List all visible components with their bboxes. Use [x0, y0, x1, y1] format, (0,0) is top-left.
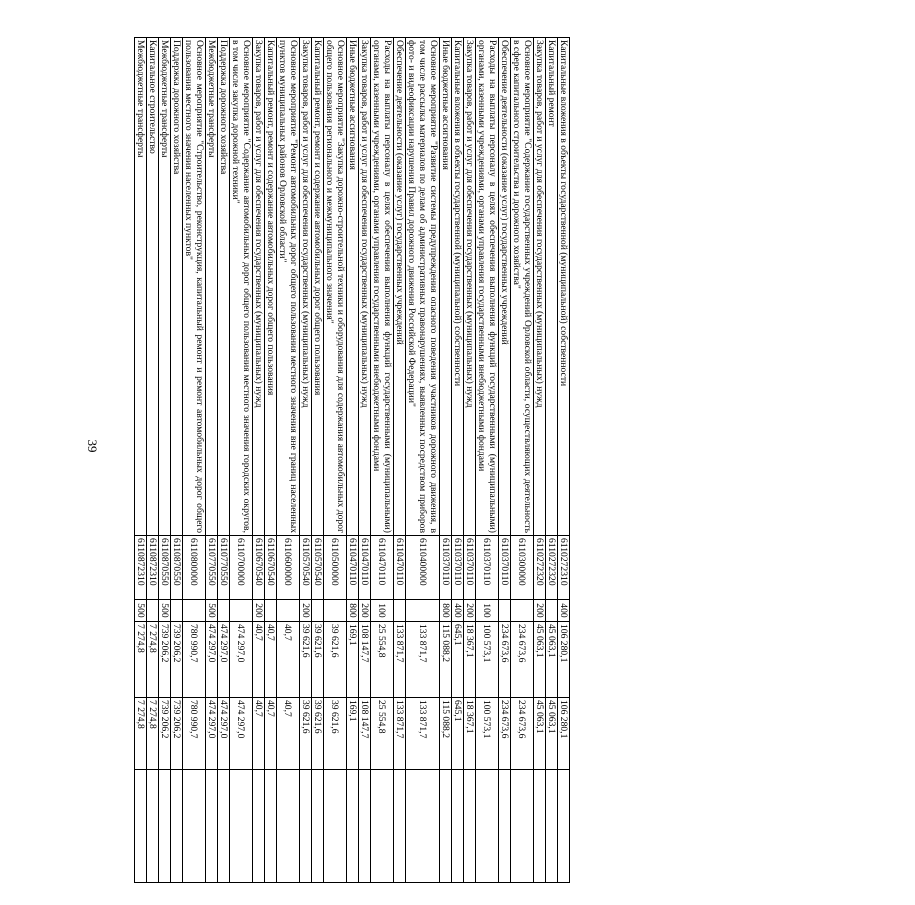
row-sum-cell: 108 147,7 — [359, 622, 371, 698]
row-sum-cell-2: 234 673,6 — [511, 698, 534, 770]
row-code-cell: 6110272320 — [546, 536, 558, 600]
row-expense-type-cell — [147, 600, 159, 622]
row-name-cell: Межбюджетные трансферты — [135, 38, 147, 536]
table-row — [406, 38, 440, 883]
row-name-cell: Капитальные вложения в объекты государственной (муниципальной) собственности — [452, 38, 464, 536]
row-sum-cell: 40,7 — [277, 622, 300, 698]
table-row — [464, 38, 476, 883]
row-code-cell: 6110670540 — [253, 536, 265, 600]
row-name-cell: Межбюджетные трансферты — [159, 38, 171, 536]
row-sum-cell: 169,1 — [347, 622, 359, 698]
row-expense-type-cell — [511, 600, 534, 622]
row-empty-cell — [394, 770, 406, 883]
table-row — [277, 38, 300, 883]
row-name-cell: Расходы на выплаты персоналу в целях обеспечения выполнения функций государственными (муниципальными) органами, казенными учреждениями, органами управления государственными внебюджетными фондами — [476, 38, 499, 536]
table-row — [218, 38, 230, 883]
row-code-cell: 6110272320 — [534, 536, 546, 600]
row-expense-type-cell: 800 — [440, 600, 452, 622]
row-empty-cell — [277, 770, 300, 883]
row-empty-cell — [406, 770, 440, 883]
table-row — [499, 38, 511, 883]
row-expense-type-cell: 200 — [534, 600, 546, 622]
row-sum-cell-2: 645,1 — [452, 698, 464, 770]
row-sum-cell: 645,1 — [452, 622, 464, 698]
row-expense-type-cell: 100 — [371, 600, 394, 622]
row-sum-cell-2: 7 274,8 — [147, 698, 159, 770]
row-code-cell: 6110570540 — [312, 536, 324, 600]
row-sum-cell: 739 206,2 — [159, 622, 171, 698]
row-sum-cell: 7 274,8 — [147, 622, 159, 698]
row-name-cell: Расходы на выплаты персоналу в целях обеспечения выполнения функций государственными (муниципальными) органами, казенными учреждениями, органами управления государственными внебюджетными фондами — [371, 38, 394, 536]
row-name-cell: Капитальный ремонт — [546, 38, 558, 536]
row-code-cell: 6110300000 — [511, 536, 534, 600]
row-code-cell: 6110600000 — [277, 536, 300, 600]
row-name-cell: Закупка товаров, работ и услуг для обеспечения государственных (муниципальных) нужд — [359, 38, 371, 536]
table-row — [206, 38, 218, 883]
row-sum-cell-2: 474 297,0 — [206, 698, 218, 770]
row-sum-cell: 133 871,7 — [394, 622, 406, 698]
row-expense-type-cell: 500 — [206, 600, 218, 622]
row-code-cell: 6110272310 — [558, 536, 570, 600]
row-expense-type-cell — [324, 600, 347, 622]
row-expense-type-cell — [277, 600, 300, 622]
table-row — [324, 38, 347, 883]
row-sum-cell: 115 088,2 — [440, 622, 452, 698]
row-code-cell: 6110770550 — [218, 536, 230, 600]
row-sum-cell-2: 474 297,0 — [230, 698, 253, 770]
row-code-cell: 6110370110 — [499, 536, 511, 600]
row-sum-cell: 40,7 — [265, 622, 277, 698]
row-name-cell: Закупка товаров, работ и услуг для обеспечения государственных (муниципальных) нужд — [300, 38, 312, 536]
table-row — [300, 38, 312, 883]
row-sum-cell-2: 133 871,7 — [406, 698, 440, 770]
row-code-cell: 6110470110 — [359, 536, 371, 600]
row-empty-cell — [476, 770, 499, 883]
row-expense-type-cell: 200 — [359, 600, 371, 622]
table-row — [171, 38, 183, 883]
row-sum-cell-2: 739 206,2 — [159, 698, 171, 770]
row-name-cell: Основное мероприятие "Строительство, реконструкция, капитальный ремонт и ремонт автомобильных дорог общего пользования местного значения населенных пунктов" — [183, 38, 206, 536]
row-name-cell: Иные бюджетные ассигнования — [347, 38, 359, 536]
row-empty-cell — [312, 770, 324, 883]
table-row — [159, 38, 171, 883]
row-name-cell: Межбюджетные трансферты — [206, 38, 218, 536]
row-sum-cell-2: 106 280,1 — [558, 698, 570, 770]
table-row — [371, 38, 394, 883]
budget-table-area — [70, 37, 915, 739]
row-sum-cell-2: 169,1 — [347, 698, 359, 770]
row-sum-cell-2: 234 673,6 — [499, 698, 511, 770]
row-empty-cell — [171, 770, 183, 883]
row-sum-cell: 234 673,6 — [511, 622, 534, 698]
row-sum-cell-2: 133 871,7 — [394, 698, 406, 770]
row-expense-type-cell: 100 — [476, 600, 499, 622]
row-expense-type-cell: 800 — [347, 600, 359, 622]
row-sum-cell-2: 40,7 — [277, 698, 300, 770]
row-expense-type-cell — [499, 600, 511, 622]
row-sum-cell-2: 45 063,1 — [546, 698, 558, 770]
row-sum-cell: 18 367,1 — [464, 622, 476, 698]
row-expense-type-cell — [265, 600, 277, 622]
row-empty-cell — [347, 770, 359, 883]
row-empty-cell — [265, 770, 277, 883]
row-code-cell: 6110470110 — [347, 536, 359, 600]
row-code-cell: 6110872310 — [147, 536, 159, 600]
row-empty-cell — [534, 770, 546, 883]
row-code-cell: 6110670540 — [265, 536, 277, 600]
row-code-cell: 6110470110 — [371, 536, 394, 600]
row-code-cell: 6110800000 — [183, 536, 206, 600]
row-sum-cell: 234 673,6 — [499, 622, 511, 698]
row-expense-type-cell — [312, 600, 324, 622]
row-sum-cell-2: 7 274,8 — [135, 698, 147, 770]
row-sum-cell: 39 621,6 — [312, 622, 324, 698]
budget-table — [134, 37, 570, 883]
row-sum-cell: 133 871,7 — [406, 622, 440, 698]
row-name-cell: Иные бюджетные ассигнования — [440, 38, 452, 536]
row-sum-cell-2: 39 621,6 — [312, 698, 324, 770]
row-name-cell: Закупка товаров, работ и услуг для обеспечения государственных (муниципальных) нужд — [534, 38, 546, 536]
row-code-cell: 6110570540 — [300, 536, 312, 600]
row-name-cell: Основное мероприятие "Содержание государственных учреждений Орловской области, осуществляющих деятельность в сфере капитального строительства и дорожного хозяйства" — [511, 38, 534, 536]
row-sum-cell-2: 108 147,7 — [359, 698, 371, 770]
row-empty-cell — [452, 770, 464, 883]
row-code-cell: 6110770550 — [206, 536, 218, 600]
row-expense-type-cell: 200 — [300, 600, 312, 622]
row-name-cell: Капитальный ремонт, ремонт и содержание автомобильных дорог общего пользования — [265, 38, 277, 536]
row-empty-cell — [324, 770, 347, 883]
row-empty-cell — [135, 770, 147, 883]
row-empty-cell — [511, 770, 534, 883]
table-row — [534, 38, 546, 883]
table-row — [253, 38, 265, 883]
row-empty-cell — [230, 770, 253, 883]
row-expense-type-cell — [546, 600, 558, 622]
row-expense-type-cell: 400 — [452, 600, 464, 622]
row-sum-cell: 45 063,1 — [534, 622, 546, 698]
row-sum-cell-2: 45 063,1 — [534, 698, 546, 770]
row-expense-type-cell: 500 — [135, 600, 147, 622]
row-code-cell: 6110370110 — [464, 536, 476, 600]
row-empty-cell — [359, 770, 371, 883]
row-sum-cell: 739 206,2 — [171, 622, 183, 698]
table-row — [452, 38, 464, 883]
table-row — [511, 38, 534, 883]
row-expense-type-cell — [406, 600, 440, 622]
table-row — [230, 38, 253, 883]
row-sum-cell: 106 280,1 — [558, 622, 570, 698]
row-sum-cell: 474 297,0 — [218, 622, 230, 698]
row-code-cell: 6110370110 — [452, 536, 464, 600]
row-code-cell: 6110500000 — [324, 536, 347, 600]
row-sum-cell-2: 780 990,7 — [183, 698, 206, 770]
row-sum-cell: 474 297,0 — [230, 622, 253, 698]
rotated-page-content — [70, 37, 570, 882]
row-expense-type-cell — [171, 600, 183, 622]
row-sum-cell: 39 621,6 — [300, 622, 312, 698]
table-row — [394, 38, 406, 883]
row-sum-cell-2: 25 554,8 — [371, 698, 394, 770]
row-code-cell: 6110470110 — [394, 536, 406, 600]
row-code-cell: 6110400000 — [406, 536, 440, 600]
row-name-cell: Капитальный ремонт, ремонт и содержание автомобильных дорог общего пользования — [312, 38, 324, 536]
row-empty-cell — [558, 770, 570, 883]
row-expense-type-cell — [230, 600, 253, 622]
row-name-cell: Поддержка дорожного хозяйства — [218, 38, 230, 536]
row-sum-cell: 7 274,8 — [135, 622, 147, 698]
row-empty-cell — [147, 770, 159, 883]
row-name-cell: Основное мероприятие "Содержание автомобильных дорог общего пользования местного значения городских округов, в том числе закупка дорожной техники" — [230, 38, 253, 536]
table-row — [347, 38, 359, 883]
row-sum-cell-2: 474 297,0 — [218, 698, 230, 770]
table-row — [135, 38, 147, 883]
row-expense-type-cell: 200 — [253, 600, 265, 622]
row-sum-cell-2: 39 621,6 — [324, 698, 347, 770]
table-row — [476, 38, 499, 883]
row-sum-cell: 39 621,6 — [324, 622, 347, 698]
row-sum-cell: 474 297,0 — [206, 622, 218, 698]
table-row — [440, 38, 452, 883]
row-empty-cell — [206, 770, 218, 883]
row-code-cell: 6110870550 — [171, 536, 183, 600]
page-number: 39 — [85, 439, 100, 453]
row-expense-type-cell — [394, 600, 406, 622]
row-sum-cell-2: 18 367,1 — [464, 698, 476, 770]
row-sum-cell: 100 573,1 — [476, 622, 499, 698]
row-expense-type-cell — [218, 600, 230, 622]
row-expense-type-cell — [183, 600, 206, 622]
table-row — [558, 38, 570, 883]
row-name-cell: Основное мероприятие "Развитие системы предупреждения опасного поведения участников дорожного движения, в том числе рассылка материалов по делам об административных правонарушениях, выявленных посредством приборов фото- и видеофиксации нарушения Правил дорожного движения Российской Федерации" — [406, 38, 440, 536]
row-sum-cell: 40,7 — [253, 622, 265, 698]
row-empty-cell — [300, 770, 312, 883]
table-row — [147, 38, 159, 883]
row-expense-type-cell: 400 — [558, 600, 570, 622]
row-name-cell: Капитальные вложения в объекты государственной (муниципальной) собственности — [558, 38, 570, 536]
row-sum-cell: 780 990,7 — [183, 622, 206, 698]
table-row — [265, 38, 277, 883]
row-empty-cell — [159, 770, 171, 883]
row-empty-cell — [546, 770, 558, 883]
row-sum-cell-2: 39 621,6 — [300, 698, 312, 770]
row-code-cell: 6110370110 — [476, 536, 499, 600]
row-sum-cell-2: 115 088,2 — [440, 698, 452, 770]
row-empty-cell — [464, 770, 476, 883]
row-empty-cell — [253, 770, 265, 883]
row-empty-cell — [499, 770, 511, 883]
row-code-cell: 6110370110 — [440, 536, 452, 600]
row-name-cell: Закупка товаров, работ и услуг для обеспечения государственных (муниципальных) нужд — [464, 38, 476, 536]
row-empty-cell — [218, 770, 230, 883]
budget-table-body — [135, 38, 570, 883]
row-sum-cell: 25 554,8 — [371, 622, 394, 698]
row-name-cell: Закупка товаров, работ и услуг для обеспечения государственных (муниципальных) нужд — [253, 38, 265, 536]
row-sum-cell-2: 40,7 — [265, 698, 277, 770]
row-sum-cell-2: 40,7 — [253, 698, 265, 770]
row-name-cell: Основное мероприятие "Закупка дорожно-строительной техники и оборудования для содержания автомобильных дорог общего пользования регионального и межмуниципального значения" — [324, 38, 347, 536]
row-name-cell: Обеспечение деятельности (оказание услуг) государственных учреждений — [499, 38, 511, 536]
row-name-cell: Обеспечение деятельности (оказание услуг) государственных учреждений — [394, 38, 406, 536]
row-expense-type-cell: 500 — [159, 600, 171, 622]
row-sum-cell: 45 063,1 — [546, 622, 558, 698]
row-sum-cell-2: 739 206,2 — [171, 698, 183, 770]
row-code-cell: 6110700000 — [230, 536, 253, 600]
table-row — [312, 38, 324, 883]
row-code-cell: 6110870550 — [159, 536, 171, 600]
table-row — [359, 38, 371, 883]
row-name-cell: Капитальное строительство — [147, 38, 159, 536]
row-name-cell: Основное мероприятие "Ремонт автомобильных дорог общего пользования местного значения вне границ населенных пунктов муниципальных районов Орловской области" — [277, 38, 300, 536]
row-empty-cell — [440, 770, 452, 883]
row-sum-cell-2: 100 573,1 — [476, 698, 499, 770]
table-row — [183, 38, 206, 883]
table-row — [546, 38, 558, 883]
row-code-cell: 6110872310 — [135, 536, 147, 600]
row-expense-type-cell: 200 — [464, 600, 476, 622]
row-empty-cell — [371, 770, 394, 883]
row-name-cell: Поддержка дорожного хозяйства — [171, 38, 183, 536]
row-empty-cell — [183, 770, 206, 883]
